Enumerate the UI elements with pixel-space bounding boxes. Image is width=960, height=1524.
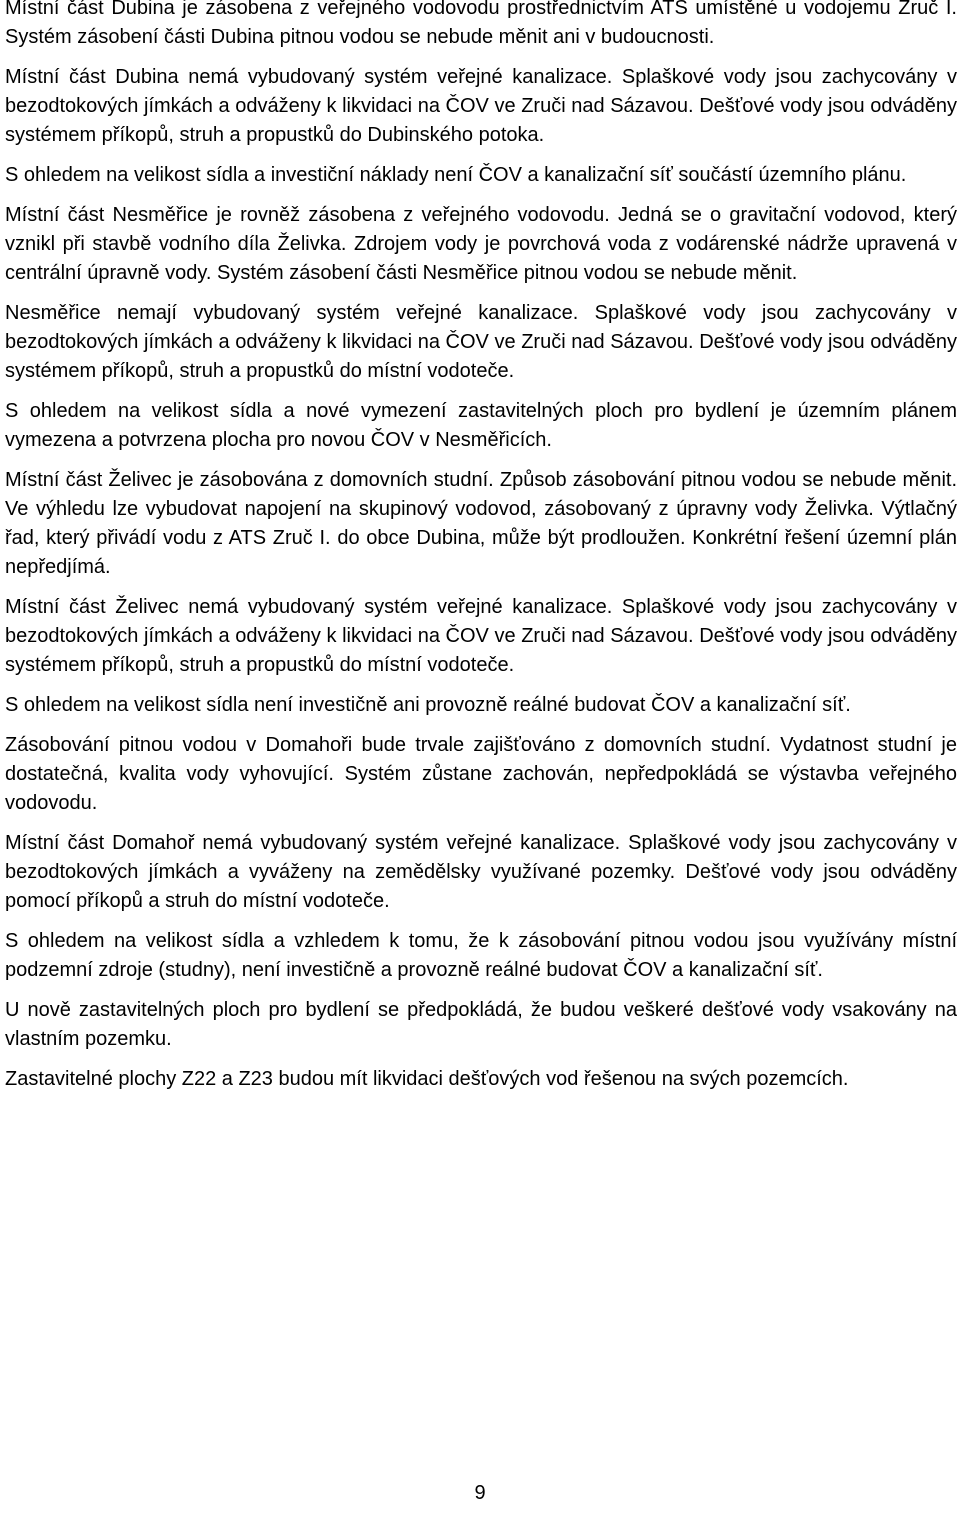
paragraph-nesmerice-water-supply: Místní část Nesměřice je rovněž zásobena z veřejného vodovodu. Jedná se o gravitační vodovod, který vznikl při stavbě vodního díla Želivka. Zdrojem vody je povrchová voda z vodárenské nádrže upravená v centrální úpravně vody. Systém zásobení části Nesměřice pitnou vodou se nebude měnit. xyxy=(5,204,957,284)
paragraph-zelivec-sewerage: Místní část Želivec nemá vybudovaný systém veřejné kanalizace. Splaškové vody jsou zachycovány v bezodtokových jímkách a odváženy k likvidaci na ČOV ve Zruči nad Sázavou. Dešťové vody jsou odváděny systémem příkopů, struh a propustků do místní vodoteče. xyxy=(5,596,957,676)
paragraph-zelivec-water-supply: Místní část Želivec je zásobována z domovních studní. Způsob zásobování pitnou vodou se nebude měnit. Ve výhledu lze vybudovat napojení na skupinový vodovod, zásobovaný z úpravny vody Želivka. Výtlačný řad, který přivádí vodu z ATS Zruč I. do obce Dubina, může být prodloužen. Konkrétní řešení územní plán nepředjímá. xyxy=(5,469,957,578)
document-body xyxy=(5,0,957,1105)
paragraph-dubina-sewerage: Místní část Dubina nemá vybudovaný systém veřejné kanalizace. Splaškové vody jsou zachycovány v bezodtokových jímkách a odváženy k likvidaci na ČOV ve Zruči nad Sázavou. Dešťové vody jsou odváděny systémem příkopů, struh a propustků do Dubinského potoka. xyxy=(5,66,957,146)
paragraph-zelivec-plan: S ohledem na velikost sídla není investičně ani provozně reálné budovat ČOV a kanalizační síť. xyxy=(5,694,851,716)
paragraph-z22-z23-rainwater: Zastavitelné plochy Z22 a Z23 budou mít likvidaci dešťových vod řešenou na svých pozemcích. xyxy=(5,1068,849,1090)
page-number: 9 xyxy=(474,1482,486,1504)
paragraph-domahor-plan: S ohledem na velikost sídla a vzhledem k tomu, že k zásobování pitnou vodou jsou využívány místní podzemní zdroje (studny), není investičně a provozně reálné budovat ČOV a kanalizační síť. xyxy=(5,930,957,981)
paragraph-nesmerice-plan: S ohledem na velikost sídla a nové vymezení zastavitelných ploch pro bydlení je územním plánem vymezena a potvrzena plocha pro novou ČOV v Nesměřicích. xyxy=(5,400,957,451)
paragraph-domahor-water-supply: Zásobování pitnou vodou v Domahoři bude trvale zajišťováno z domovních studní. Vydatnost studní je dostatečná, kvalita vody vyhovující. Systém zůstane zachován, nepředpokládá se výstavba veřejného vodovodu. xyxy=(5,734,957,814)
paragraph-new-plots-rainwater: U nově zastavitelných ploch pro bydlení se předpokládá, že budou veškeré dešťové vody vsakovány na vlastním pozemku. xyxy=(5,999,957,1050)
paragraph-dubina-water-supply: Místní část Dubina je zásobena z veřejného vodovodu prostřednictvím ATS umístěné u vodojemu Zruč I. Systém zásobení části Dubina pitnou vodou se nebude měnit ani v budoucnosti. xyxy=(5,0,957,48)
paragraph-domahor-sewerage: Místní část Domahoř nemá vybudovaný systém veřejné kanalizace. Splaškové vody jsou zachycovány v bezodtokových jímkách a vyváženy na zemědělsky využívané pozemky. Dešťové vody jsou odváděny pomocí příkopů a struh do místní vodoteče. xyxy=(5,832,957,912)
paragraph-nesmerice-sewerage: Nesměřice nemají vybudovaný systém veřejné kanalizace. Splaškové vody jsou zachycovány v bezodtokových jímkách a odváženy k likvidaci na ČOV ve Zruči nad Sázavou. Dešťové vody jsou odváděny systémem příkopů, struh a propustků do místní vodoteče. xyxy=(5,302,957,382)
paragraph-dubina-plan: S ohledem na velikost sídla a investiční náklady není ČOV a kanalizační síť součástí územního plánu. xyxy=(5,164,907,186)
